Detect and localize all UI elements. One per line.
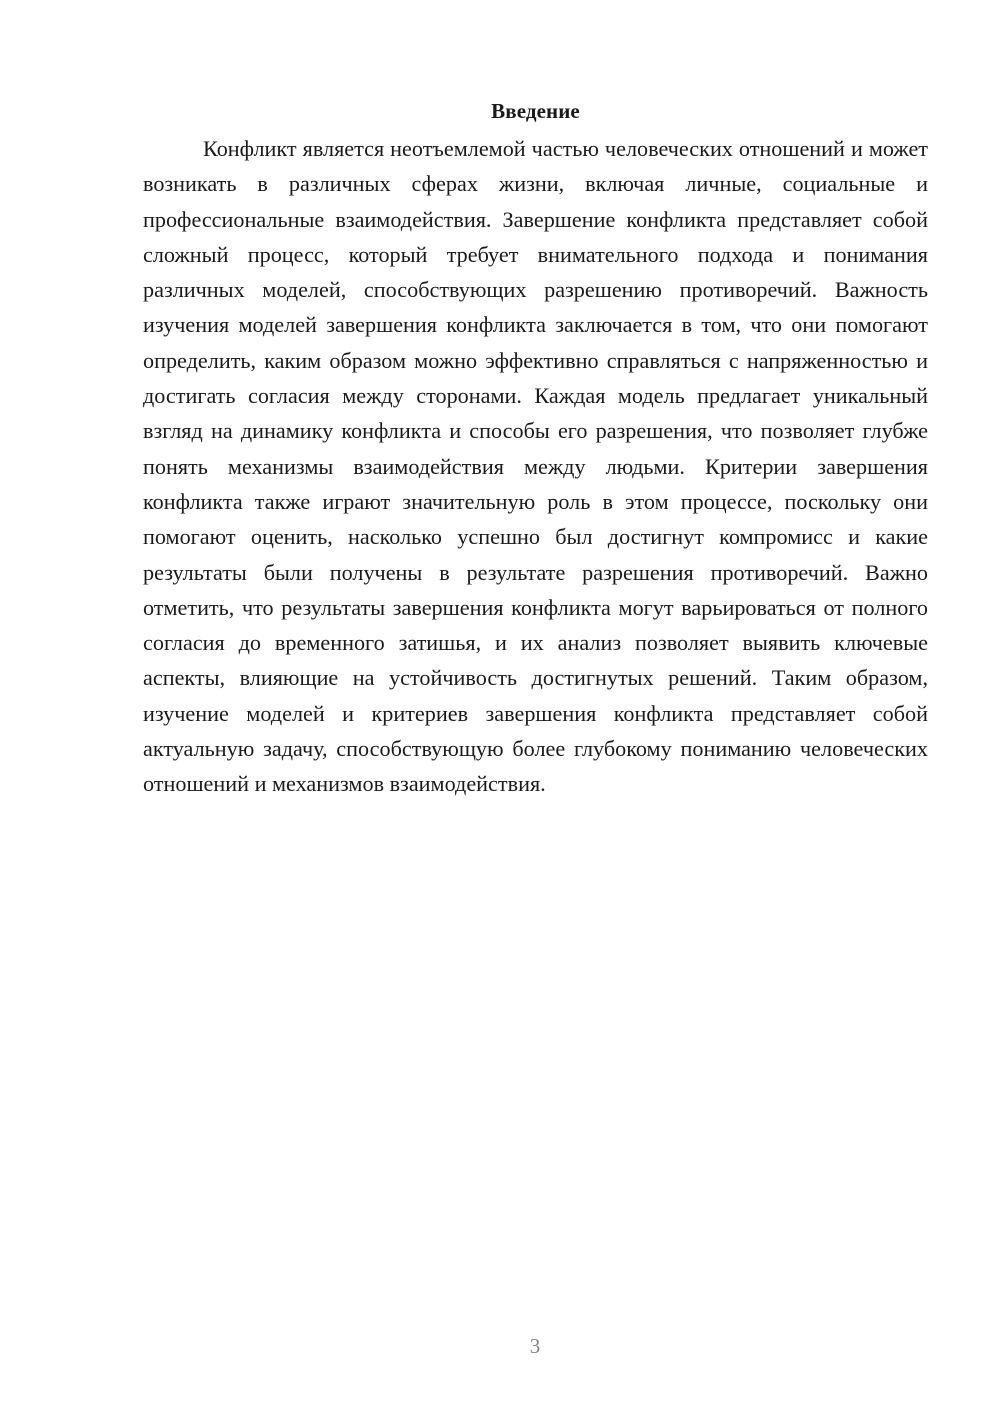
page-number: 3 [529, 1334, 541, 1358]
body-paragraph: Конфликт является неотъемлемой частью человеческих отношений и может возникать в различных сферах жизни, включая личные, социальные и профессиональные взаимодействия. Завершение конфликта представляет собой сложный процесс, который требует внимательного подхода и понимания различных моделей, способствующих разрешению противоречий. Важность изучения моделей завершения конфликта заключается в том, что они помогают определить, каким образом можно эффективно справляться с напряженностью и достигать согласия между сторонами. Каждая модель предлагает уникальный взгляд на динамику конфликта и способы его разрешения, что позволяет глубже понять механизмы взаимодействия между людьми. Критерии завершения конфликта также играют значительную роль в этом процессе, поскольку они помогают оценить, насколько успешно был достигнут компромисс и какие результаты были получены в результате разрешения противоречий. Важно отметить, что результаты завершения конфликта могут варьироваться от полного согласия до временного затишья, и их анализ позволяет выявить ключевые аспекты, влияющие на устойчивость достигнутых решений. Таким образом, изучение моделей и критериев завершения конфликта представляет собой актуальную задачу, способствующую более глубокому пониманию человеческих отношений и механизмов взаимодействия. [143, 136, 928, 797]
section-heading: Введение [491, 99, 580, 123]
page-content [143, 96, 928, 802]
